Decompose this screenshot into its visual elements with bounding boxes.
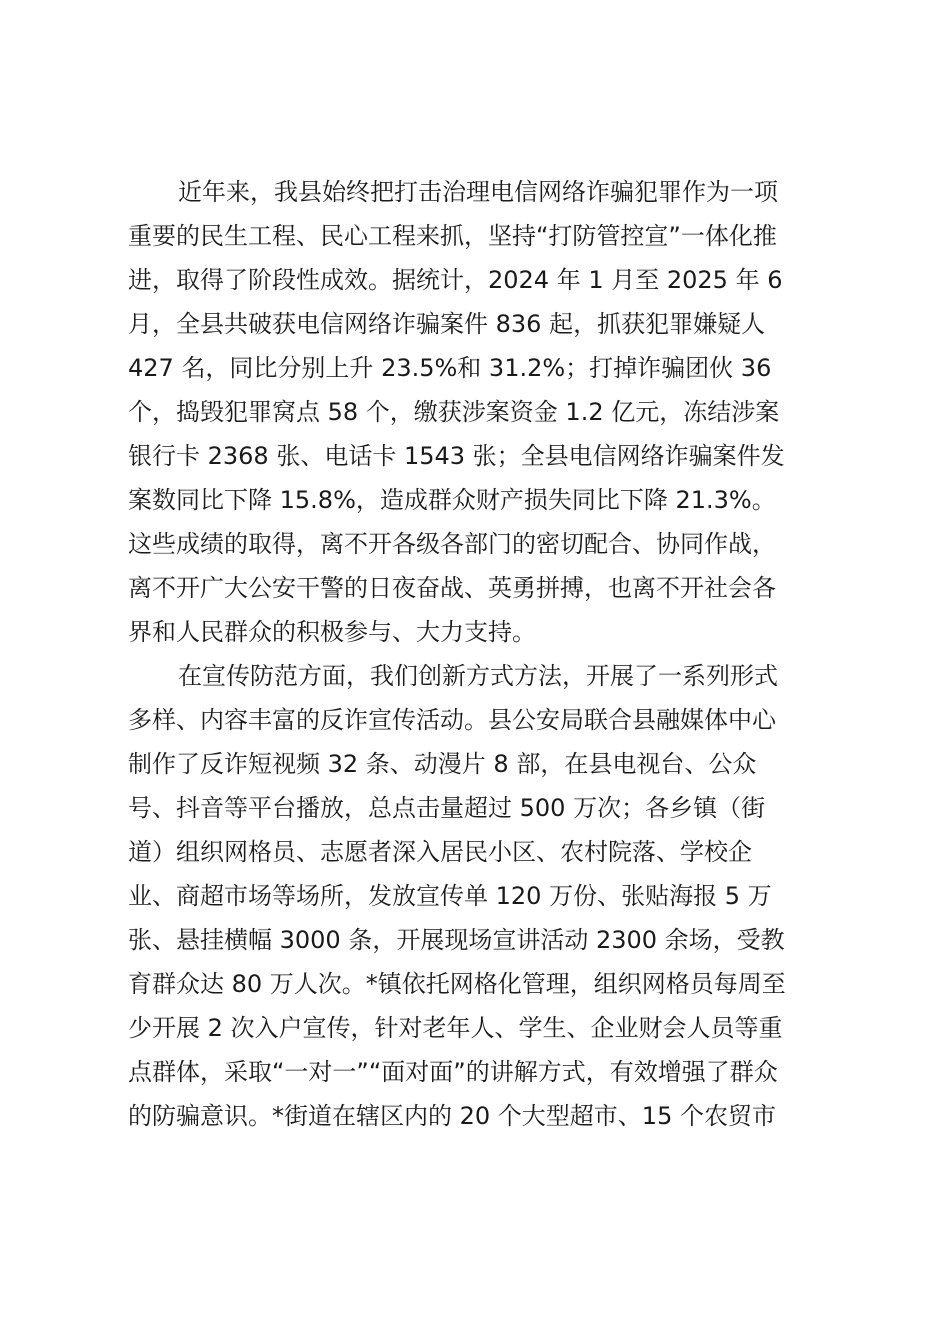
paragraph-line: 号、抖音等平台播放，总点击量超过 500 万次；各乡镇（街 [128, 794, 766, 822]
paragraph-line: 业、商超市场等场所，发放宣传单 120 万份、张贴海报 5 万 [128, 882, 772, 910]
paragraph-line: 张、悬挂横幅 3000 条，开展现场宣讲活动 2300 余场，受教 [128, 926, 785, 954]
paragraph-line: 少开展 2 次入户宣传，针对老年人、学生、企业财会人员等重 [128, 1014, 783, 1042]
paragraph-line: 制作了反诈短视频 32 条、动漫片 8 部，在县电视台、公众 [128, 750, 757, 778]
paragraph-line: 这些成绩的取得，离不开各级各部门的密切配合、协同作战， [128, 530, 776, 558]
paragraph-line: 多样、内容丰富的反诈宣传活动。县公安局联合县融媒体中心 [128, 706, 776, 734]
paragraph-line: 点群体，采取“一对一”“面对面”的讲解方式，有效增强了群众 [128, 1058, 778, 1086]
paragraph-line: 个，捣毁犯罪窝点 58 个，缴获涉案资金 1.2 亿元，冻结涉案 [128, 398, 780, 426]
paragraph-line: 育群众达 80 万人次。*镇依托网格化管理，组织网格员每周至 [128, 970, 786, 998]
paragraph-line: 在宣传防范方面，我们创新方式方法，开展了一系列形式 [178, 662, 778, 690]
paragraph-line: 427 名，同比分别上升 23.5%和 31.2%；打掉诈骗团伙 36 [128, 354, 772, 382]
paragraph-line: 的防骗意识。*街道在辖区内的 20 个大型超市、15 个农贸市 [128, 1102, 776, 1130]
paragraph-publicity [128, 654, 828, 1138]
paragraph-line: 离不开广大公安干警的日夜奋战、英勇拼搏，也离不开社会各 [128, 574, 776, 602]
paragraph-line: 近年来，我县始终把打击治理电信网络诈骗犯罪作为一项 [178, 178, 778, 206]
paragraph-achievements [128, 170, 828, 654]
paragraph-line: 重要的民生工程、民心工程来抓，坚持“打防管控宣”一体化推 [128, 222, 777, 250]
paragraph-line: 界和人民群众的积极参与、大力支持。 [128, 618, 536, 646]
body-text [128, 170, 828, 1138]
paragraph-line: 银行卡 2368 张、电话卡 1543 张；全县电信网络诈骗案件发 [128, 442, 785, 470]
paragraph-line: 道）组织网格员、志愿者深入居民小区、农村院落、学校企 [128, 838, 752, 866]
paragraph-line: 月，全县共破获电信网络诈骗案件 836 起，抓获犯罪嫌疑人 [128, 310, 766, 338]
paragraph-line: 进，取得了阶段性成效。据统计，2024 年 1 月至 2025 年 6 [128, 266, 783, 294]
paragraph-line: 案数同比下降 15.8%，造成群众财产损失同比下降 21.3%。 [128, 486, 776, 514]
